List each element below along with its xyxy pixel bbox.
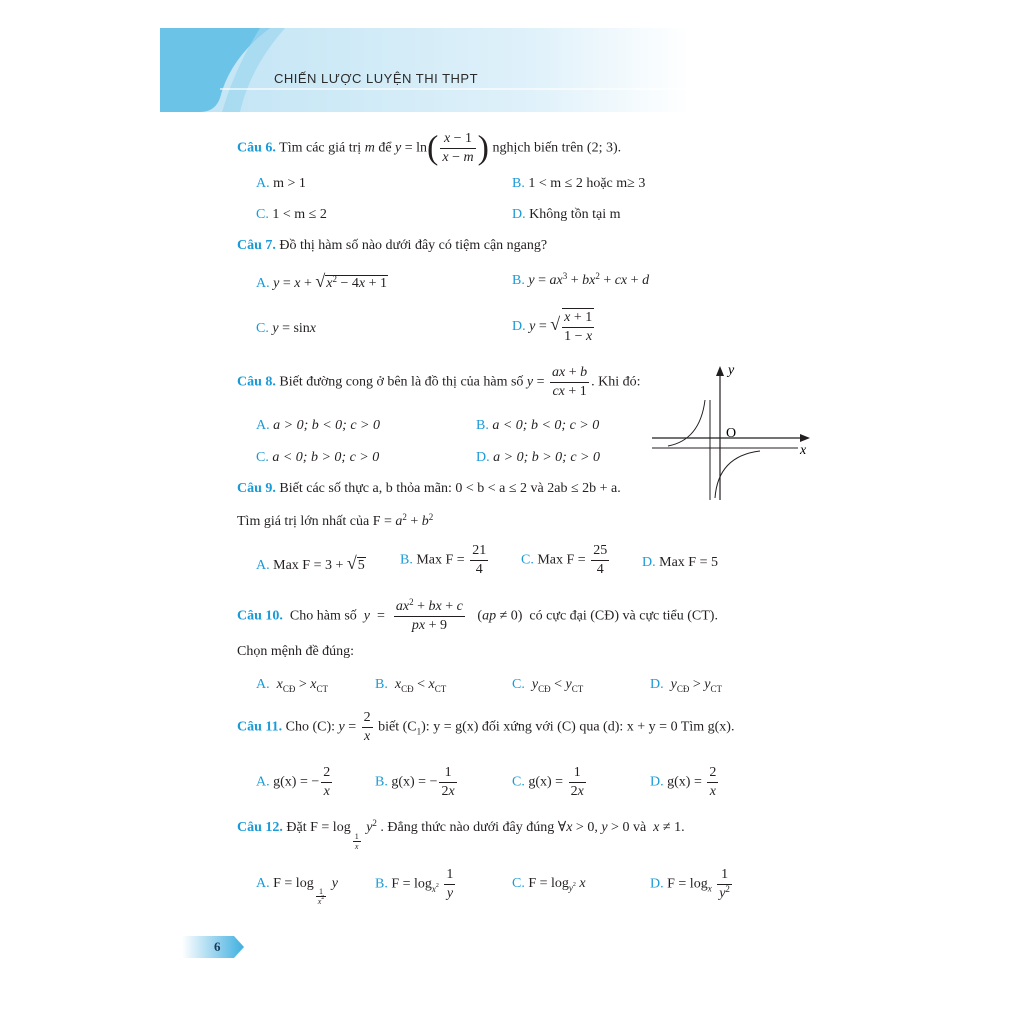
option-6a[interactable]: A. m > 1	[256, 176, 306, 191]
option-9c[interactable]: C. Max F = $\frac{25}{4}$	[521, 543, 608, 577]
option-12a[interactable]: A. F = log $_{\frac{1}{x^2}}$ y	[256, 876, 338, 907]
question-label: Câu 6.	[237, 140, 276, 156]
page-number: 6	[214, 939, 221, 954]
page-number-tab	[182, 936, 244, 958]
question-label: Câu 7.	[237, 238, 276, 253]
option-7c[interactable]: C. y = sinx	[256, 321, 317, 336]
question-10-line2: Chọn mệnh đề đúng:	[237, 644, 355, 659]
question-label: Câu 8.	[237, 374, 276, 390]
question-7: Câu 7. Đồ thị hàm số nào dưới đây có tiệm cận ngang?	[237, 238, 548, 253]
header-banner	[160, 28, 690, 112]
option-12d[interactable]: D. $F = \log_x$ $\frac{1}{y^2}$	[650, 867, 730, 901]
option-11b[interactable]: B. g(x) = − $\frac{1}{2x}$	[375, 765, 455, 799]
question-label: Câu 12.	[237, 820, 283, 835]
option-10a[interactable]: A. $x_{CĐ} > x_{CT}$	[256, 677, 328, 694]
question-10: Câu 10. Cho hàm số y = $\frac{ax^2 + bx + c}{px + 9}$ (ap ≠ 0) có cực đại (CĐ) và cực tiểu (CT).	[237, 597, 718, 633]
option-7b[interactable]: B. $y = ax^3 + bx^2$ + cx + d	[512, 271, 650, 288]
question-9-line2: Tìm giá trị lớn nhất của $F = a^2 + b^2$	[237, 512, 434, 529]
question-11: Câu 11. Cho (C): y = $\frac{2}{x}$ biết $(C_1)$: y = g(x) đối xứng với (C) qua (d): x + y = 0 Tìm g(x).	[237, 710, 735, 744]
option-11d[interactable]: D. g(x) = $\frac{2}{x}$	[650, 765, 717, 799]
option-12c[interactable]: C. $F = \log_{y^2} x$	[512, 876, 586, 893]
hyperbola-graph	[648, 360, 818, 505]
question-label: Câu 10.	[237, 608, 283, 624]
origin-label: O	[726, 426, 737, 441]
option-9b[interactable]: B. Max F = $\frac{21}{4}$	[400, 543, 487, 577]
y-axis-label: y	[728, 363, 735, 378]
option-9d[interactable]: D. Max F = 5	[642, 555, 718, 570]
option-6b[interactable]: B. 1 < m ≤ 2 hoặc m≥ 3	[512, 176, 646, 191]
option-8c[interactable]: C. a < 0; b > 0; c > 0	[256, 450, 380, 465]
option-9a[interactable]: A. Max F = 3 + √5	[256, 553, 365, 573]
question-label: Câu 9.	[237, 481, 276, 496]
question-6: Câu 6. Tìm các giá trị m để y = ln( $\frac{x - 1}{x - m}$ ) nghịch biến trên (2; 3).	[237, 129, 622, 167]
header-title: CHIẾN LƯỢC LUYỆN THI THPT	[274, 71, 479, 86]
question-label: Câu 11.	[237, 719, 283, 735]
question-12: Câu 12. Đặt F = log $_{\frac{1}{x}}$ $y^2$ . Đẳng thức nào dưới đây đúng ∀x > 0, y > 0 và x ≠ 1.	[237, 818, 685, 851]
option-11a[interactable]: A. g(x) = − $\frac{2}{x}$	[256, 765, 331, 799]
option-10b[interactable]: B. $x_{CĐ} < x_{CT}$	[375, 677, 447, 694]
question-8: Câu 8. Biết đường cong ở bên là đồ thị của hàm số y = $\frac{ax + b}{cx + 1}$ . Khi đó:	[237, 365, 641, 399]
option-8a[interactable]: A. a > 0; b < 0; c > 0	[256, 418, 381, 433]
option-7a[interactable]: A. $y = x + √x^2 - 4x + 1$	[256, 271, 388, 291]
option-10c[interactable]: C. $y_{CĐ} < y_{CT}$	[512, 677, 584, 694]
option-6c[interactable]: C. 1 < m ≤ 2	[256, 207, 327, 222]
option-11c[interactable]: C. g(x) = $\frac{1}{2x}$	[512, 765, 584, 799]
option-8d[interactable]: D. a > 0; b > 0; c > 0	[476, 450, 601, 465]
option-8b[interactable]: B. a < 0; b < 0; c > 0	[476, 418, 600, 433]
option-10d[interactable]: D. $y_{CĐ} > y_{CT}$	[650, 677, 722, 694]
option-7d[interactable]: D. y = √ $\frac{x + 1}{1 - x}$	[512, 310, 593, 344]
question-9: Câu 9. Biết các số thực a, b thỏa mãn: 0 < b < a ≤ 2 và 2ab ≤ 2b + a.	[237, 481, 621, 496]
x-axis-label: x	[800, 443, 807, 458]
option-12b[interactable]: B. $F = \log_{x^2}$ $\frac{1}{y}$	[375, 867, 454, 901]
option-6d[interactable]: D. Không tồn tại m	[512, 207, 621, 222]
